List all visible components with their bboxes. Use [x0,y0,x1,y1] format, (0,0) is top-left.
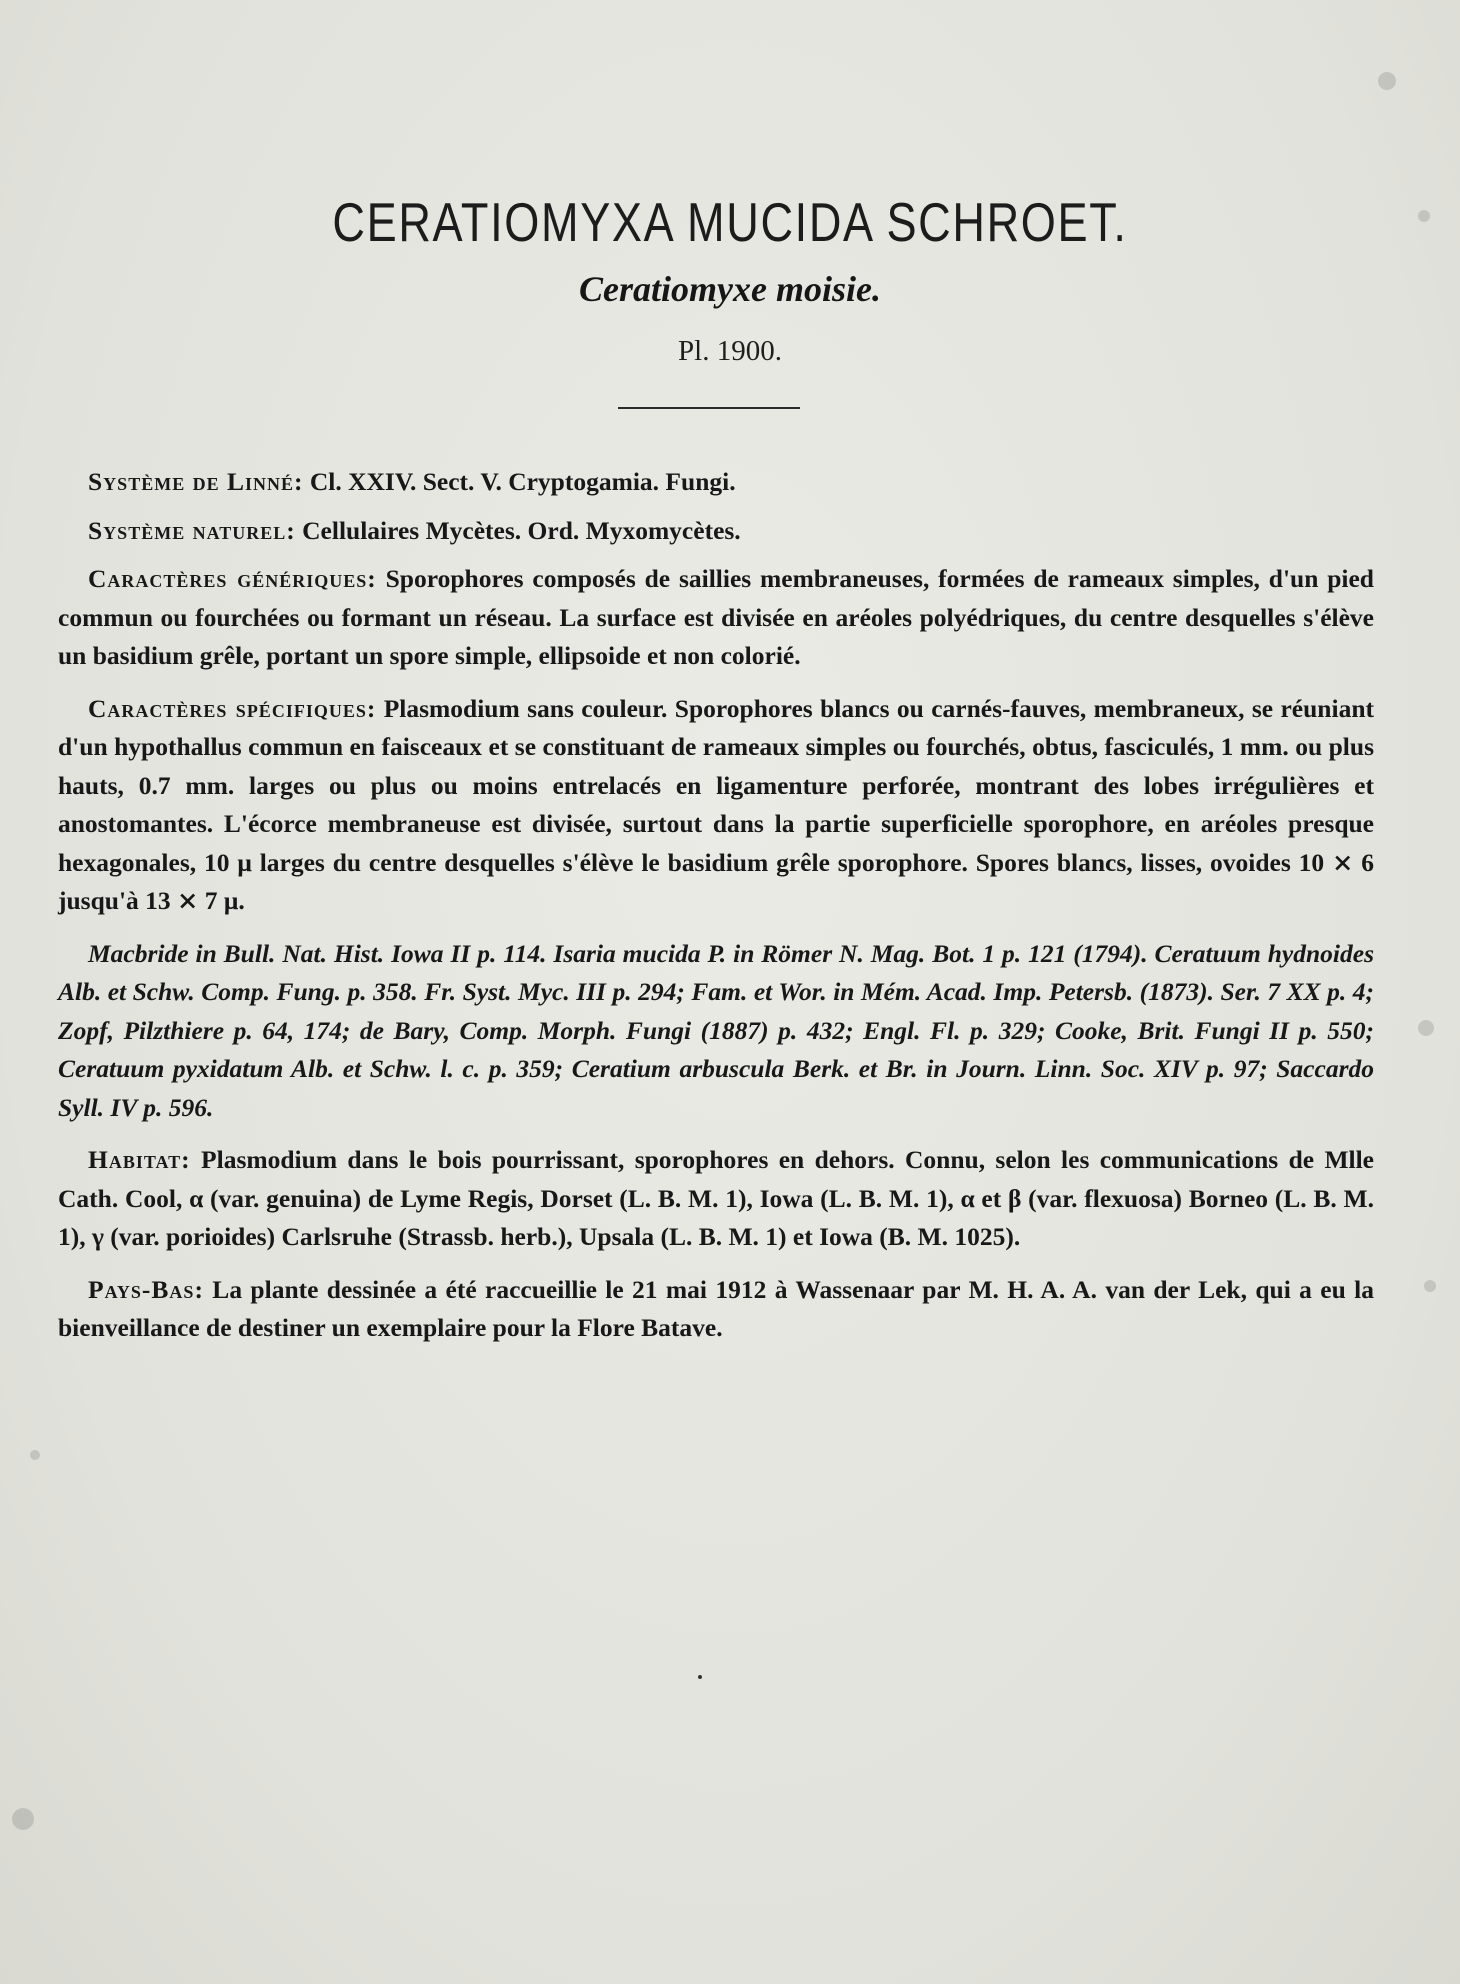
section-specific-characters [58,690,1374,921]
paper-spot [1418,210,1430,222]
description-body [58,463,1374,1362]
section-heading: Pays-Bas: [88,1274,204,1304]
page-title: CERATIOMYXA MUCIDA SCHROET. [332,191,1128,253]
common-name: Ceratiomyxe moisie. [579,269,881,309]
section-heading: Habitat: [88,1145,191,1174]
section-text: Plasmodium sans couleur. Sporophores blancs ou carnés-fauves, membraneux, se réuniant d'un hypothallus commun en faisceaux et se constituant de rameaux simples ou fourchés, obtus, fasciculés, 1 mm. ou plus hauts, 0.7 mm. larges ou plus ou moins entrelacés en ligamenture perforée, montrant des lobes irrégulières et anostomantes. L'écorce membraneuse est divisée, surtout dans la partie superficielle sporophore, en aréoles presque hexagonales, 10 μ larges du centre desquelles s'élève le basidium grêle sporophore. Spores blancs, lisses, ovoides 10 ⨯ 6 jusqu'à 13 ⨯ 7 μ. [58,693,1374,915]
plate-number: Pl. 1900. [678,335,782,367]
section-text: Cellulaires Mycètes. Ord. Myxomycètes. [295,515,741,545]
section-heading: Caractères spécifiques: [88,693,377,723]
paper-spot [1378,72,1396,90]
section-text: Plasmodium dans le bois pourrissant, sporophores en dehors. Connu, selon les communications de Mlle Cath. Cool, α (var. genuina) de Lyme Regis, Dorset (L. B. M. 1), Iowa (L. B. M. 1), α et β (var. flexuosa) Borneo (L. B. M. 1), γ (var. porioides) Carlsruhe (Strassb. herb.), Upsala (L. B. M. 1) et Iowa (B. M. 1025). [58,1145,1374,1251]
section-references [58,935,1374,1128]
references-text: Macbride in Bull. Nat. Hist. Iowa II p. 114. Isaria mucida P. in Römer N. Mag. Bot. 1 p. 121 (1794). Ceratuum hydnoides Alb. et Schw. Comp. Fung. p. 358. Fr. Syst. Myc. III p. 294; Fam. et Wor. in Mém. Acad. Imp. Petersb. (1873). Ser. 7 XX p. 4; Zopf, Pilzthiere p. 64, 174; de Bary, Comp. Morph. Fungi (1887) p. 432; Engl. Fl. p. 329; Cooke, Brit. Fungi II p. 550; Ceratuum pyxidatum Alb. et Schw. l. c. p. 359; Ceratium arbuscula Berk. et Br. in Journ. Linn. Soc. XIV p. 97; Saccardo Syll. IV p. 596. [58,938,1374,1122]
section-habitat [58,1141,1374,1257]
section-linne [58,463,1374,502]
section-naturel [58,512,1374,551]
title-divider [618,407,800,409]
section-heading: Système de Linné: [88,467,304,496]
page-mark [698,1675,702,1679]
section-text: La plante dessinée a été raccueillie le 21 mai 1912 à Wassenaar par M. H. A. A. van der Lek, qui a eu la bienveillance de destiner un exemplaire pour la Flore Batave. [58,1274,1374,1342]
paper-spot [1418,1020,1434,1036]
section-heading: Caractères génériques: [88,564,377,593]
paper-spot [12,1808,34,1830]
section-text: Sporophores composés de saillies membraneuses, formées de rameaux simples, d'un pied commun ou fourchées ou formant un réseau. La surface est divisée en aréoles polyédriques, du centre desquelles s'élève un basidium grêle, portant un spore simple, ellipsoide et non colorié. [58,564,1374,670]
section-heading: Système naturel: [88,515,296,545]
section-text: Cl. XXIV. Sect. V. Cryptogamia. Fungi. [303,467,736,496]
paper-spot [1424,1280,1436,1292]
paper-spot [30,1450,40,1460]
section-pays-bas [58,1271,1374,1348]
section-generic-characters [58,560,1374,676]
